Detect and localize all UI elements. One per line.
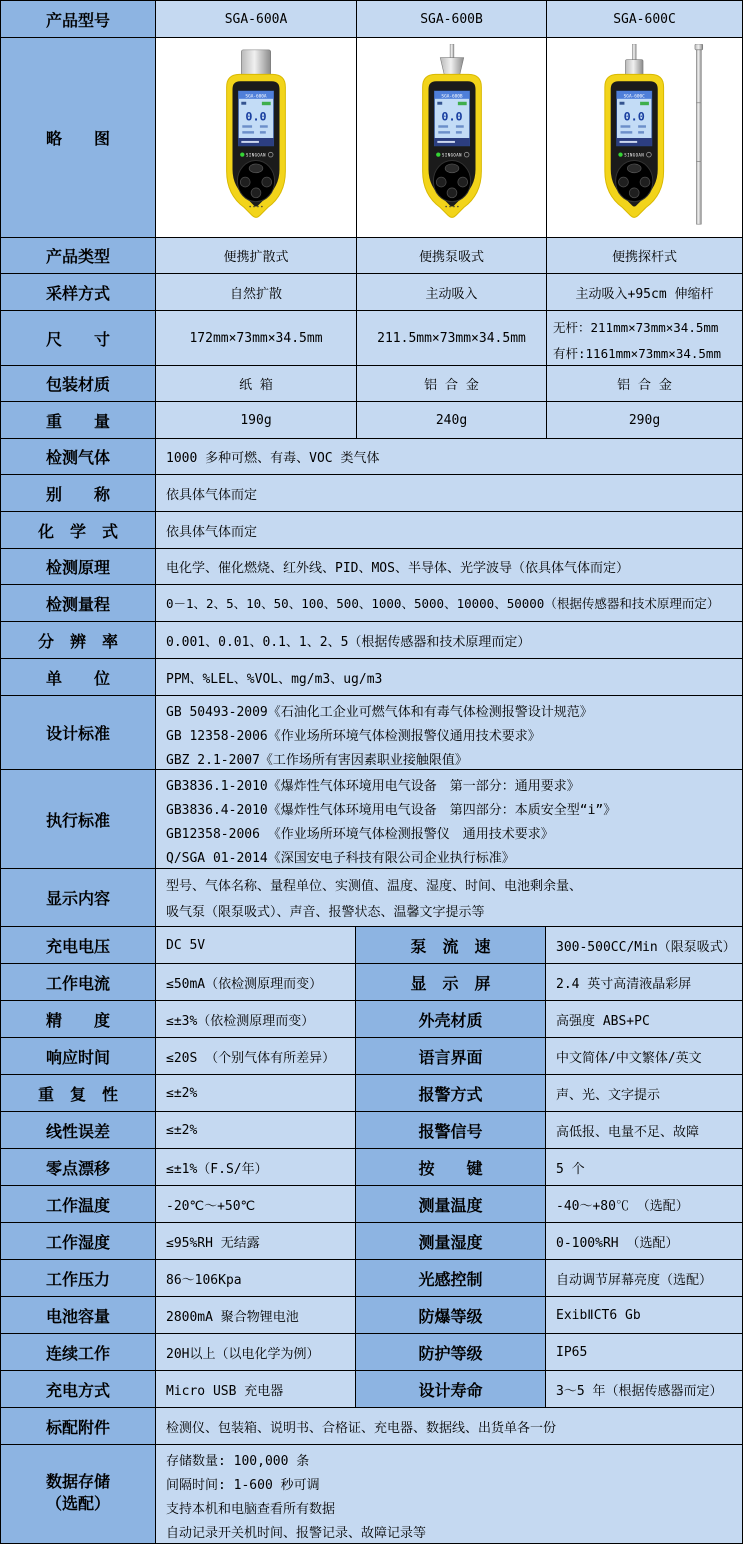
pump-probe: [632, 44, 636, 60]
row-value: 1000 多种可燃、有毒、VOC 类气体: [156, 439, 743, 475]
enter-button: [629, 187, 639, 197]
row-label: 工作压力: [1, 1260, 156, 1297]
table-row: [1, 439, 743, 475]
row-label: 检测量程: [1, 585, 156, 622]
row-value-2: 3～5 年（根据传感器而定）: [546, 1371, 743, 1408]
row-value: 0.001、0.01、0.1、1、2、5（根据传感器和技术原理而定）: [156, 622, 743, 659]
row-value-2: ExibⅡCT6 Gb: [546, 1297, 743, 1334]
dimension-line: 有杆:1161mm×73mm×34.5mm: [553, 346, 721, 361]
storage-line: 支持本机和电脑查看所有数据: [166, 1502, 336, 1517]
device-image-cell-b: [357, 38, 547, 238]
row-label: 重 量: [1, 402, 156, 439]
right-button: [262, 177, 272, 187]
row-value: [156, 869, 743, 927]
row-label-2: 测量温度: [356, 1186, 546, 1223]
right-button: [640, 177, 650, 187]
telescopic-rod-tip: [694, 44, 702, 50]
menu-button: [445, 163, 459, 172]
row-value-1: 86～106Kpa: [156, 1260, 356, 1297]
dimension-line: 无杆：211mm×73mm×34.5mm: [553, 320, 719, 335]
row-value-2: 2.4 英寸高清液晶彩屏: [546, 964, 743, 1001]
led-indicator: [436, 152, 440, 156]
row-label-2: 按 键: [356, 1149, 546, 1186]
standard-line: GBZ 2.1-2007《工作场所有害因素职业接触限值》: [166, 753, 468, 768]
cell-a: 便携扩散式: [156, 238, 357, 274]
table-row: [1, 1186, 743, 1223]
row-label: 充电方式: [1, 1371, 156, 1408]
row-value: 依具体气体而定: [156, 512, 743, 549]
row-value-1: ≤±2%: [156, 1075, 356, 1112]
table-row: [1, 1149, 743, 1186]
row-label-2: 外壳材质: [356, 1001, 546, 1038]
screen-reading: 0.0: [245, 108, 267, 123]
row-label-2: 防护等级: [356, 1334, 546, 1371]
screen-line: [260, 125, 268, 127]
cell-c: 主动吸入+95cm 伸缩杆: [547, 274, 743, 311]
pump-probe: [450, 44, 454, 58]
sensor-cap: [241, 49, 270, 74]
screen-line: [242, 125, 252, 127]
row-value-1: ≤±1%（F.S/年）: [156, 1149, 356, 1186]
cell-b: 211.5mm×73mm×34.5mm: [357, 311, 547, 366]
standard-line: GB3836.1-2010《爆炸性气体环境用电气设备 第一部分：通用要求》: [166, 779, 580, 794]
menu-button: [627, 163, 641, 172]
screen-line: [242, 131, 254, 133]
screen-reading: 0.0: [440, 108, 463, 123]
telescopic-rod: [696, 49, 701, 223]
speaker-hole: [449, 205, 451, 207]
row-label: 线性误差: [1, 1112, 156, 1149]
led-indicator: [240, 152, 244, 156]
row-value-1: ≤±3%（依检测原理而变）: [156, 1001, 356, 1038]
cell-c: 290g: [547, 402, 743, 439]
device-image-cell-a: [156, 38, 357, 238]
data-storage-row: [1, 1445, 743, 1544]
cell-b: 铝 合 金: [357, 366, 547, 402]
cell-a: 自然扩散: [156, 274, 357, 311]
row-value-1: ≤20S （个别气体有所差异）: [156, 1038, 356, 1075]
left-button: [240, 177, 250, 187]
table-row: [1, 1260, 743, 1297]
row-label-2: 语言界面: [356, 1038, 546, 1075]
cell-a: 纸 箱: [156, 366, 357, 402]
standard-line: GB12358-2006 《作业场所环境气体检测报警仪 通用技术要求》: [166, 827, 554, 842]
brand-logo: SINGOAN: [246, 152, 266, 158]
standard-line: GB3836.4-2010《爆炸性气体环境用电气设备 第四部分：本质安全型“i”》: [166, 803, 617, 818]
pump-inlet-bell: [440, 57, 464, 74]
table-row: [1, 311, 743, 366]
storage-line: 存储数量: 100,000 条: [166, 1454, 310, 1469]
standard-line: GB 50493-2009《石油化工企业可燃气体和有毒气体检测报警设计规范》: [166, 705, 593, 720]
table-row: [1, 585, 743, 622]
storage-label-line: （选配）: [45, 1496, 110, 1513]
execution-standards-row: [1, 770, 743, 869]
model-name-a: SGA-600A: [156, 1, 357, 38]
sketch-row: [1, 38, 743, 238]
enter-button: [447, 187, 457, 197]
row-value-2: 高强度 ABS+PC: [546, 1001, 743, 1038]
display-content-row: [1, 869, 743, 927]
row-value: 电化学、催化燃烧、红外线、PID、MOS、半导体、光学波导（依具体气体而定）: [156, 549, 743, 585]
cell-b: 240g: [357, 402, 547, 439]
table-row: [1, 238, 743, 274]
pump-inlet-cylinder: [625, 59, 643, 75]
storage-label-line: 数据存储: [45, 1474, 110, 1491]
row-label: 重 复 性: [1, 1075, 156, 1112]
storage-line: 间隔时间: 1-600 秒可调: [166, 1478, 320, 1493]
screen-line: [438, 131, 450, 133]
row-label: 检测气体: [1, 439, 156, 475]
standard-line: Q/SGA 01-2014《深国安电子科技有限公司企业执行标准》: [166, 851, 515, 866]
row-label: 采样方式: [1, 274, 156, 311]
screen-line: [438, 125, 448, 127]
content-line: 吸气泵（限泵吸式）、声音、报警状态、温馨文字提示等: [166, 905, 485, 920]
device-image-sga-600b: [392, 44, 512, 232]
row-value-1: 20H以上（以电化学为例）: [156, 1334, 356, 1371]
row-value: 依具体气体而定: [156, 475, 743, 512]
row-label-2: 防爆等级: [356, 1297, 546, 1334]
cell-b: 便携泵吸式: [357, 238, 547, 274]
row-value-1: 2800mA 聚合物锂电池: [156, 1297, 356, 1334]
row-value-1: ≤50mA（依检测原理而变）: [156, 964, 356, 1001]
screen-line: [455, 125, 463, 127]
header-label: 产品型号: [1, 1, 156, 38]
row-label: 精 度: [1, 1001, 156, 1038]
screen-title: SGA-600A: [245, 93, 267, 99]
row-label: 零点漂移: [1, 1149, 156, 1186]
row-value-1: DC 5V: [156, 927, 356, 964]
screen-title: SGA-600C: [623, 93, 645, 99]
row-value-2: 0-100%RH （选配）: [546, 1223, 743, 1260]
row-label-2: 光感控制: [356, 1260, 546, 1297]
table-row: [1, 1001, 743, 1038]
row-value: [156, 770, 743, 869]
row-value: 0－1、2、5、10、50、100、500、1000、5000、10000、50000（根据传感器和技术原理而定）: [156, 585, 743, 622]
screen-status-text: [241, 140, 259, 142]
row-value-1: Micro USB 充电器: [156, 1371, 356, 1408]
content-line: 型号、气体名称、量程单位、实测值、温度、湿度、时间、电池剩余量、: [166, 879, 583, 894]
screen-line: [620, 131, 632, 133]
row-value: PPM、%LEL、%VOL、mg/m3、ug/m3: [156, 659, 743, 696]
row-value-2: 声、光、文字提示: [546, 1075, 743, 1112]
row-value: [156, 1445, 743, 1544]
speaker-hole: [261, 205, 263, 207]
row-value: 检测仪、包装箱、说明书、合格证、充电器、数据线、出货单各一份: [156, 1408, 743, 1445]
row-label-2: 泵 流 速: [356, 927, 546, 964]
table-row: [1, 512, 743, 549]
table-row: [1, 622, 743, 659]
screen-line: [638, 131, 644, 133]
screen-line: [620, 125, 630, 127]
speaker-hole: [457, 205, 459, 207]
table-row: [1, 1297, 743, 1334]
screen-line: [455, 131, 461, 133]
row-value-1: ≤±2%: [156, 1112, 356, 1149]
table-row: [1, 1112, 743, 1149]
row-value-1: -20℃～+50℃: [156, 1186, 356, 1223]
table-row: [1, 475, 743, 512]
row-value-2: -40～+80℃ （选配）: [546, 1186, 743, 1223]
row-label: 工作温度: [1, 1186, 156, 1223]
row-label: 单 位: [1, 659, 156, 696]
screen-icon-strip: [619, 101, 624, 104]
row-label: 包装材质: [1, 366, 156, 402]
screen-reading: 0.0: [623, 108, 645, 123]
row-label: 工作电流: [1, 964, 156, 1001]
table-row: [1, 1075, 743, 1112]
cell-c: [547, 311, 743, 366]
row-label: 连续工作: [1, 1334, 156, 1371]
row-value-2: 高低报、电量不足、故障: [546, 1112, 743, 1149]
row-value-2: 300-500CC/Min（限泵吸式）: [546, 927, 743, 964]
screen-status-text: [437, 140, 455, 142]
battery-icon: [640, 101, 649, 104]
table-row: [1, 1371, 743, 1408]
row-label: 电池容量: [1, 1297, 156, 1334]
row-label: 响应时间: [1, 1038, 156, 1075]
table-row: [1, 274, 743, 311]
table-row: [1, 659, 743, 696]
table-row: [1, 964, 743, 1001]
row-label: 显示内容: [1, 869, 156, 927]
row-value-2: 5 个: [546, 1149, 743, 1186]
right-button: [457, 177, 467, 187]
screen-line: [638, 125, 646, 127]
accessories-row: [1, 1408, 743, 1445]
screen-status-text: [619, 140, 637, 142]
left-button: [436, 177, 446, 187]
row-label: 检测原理: [1, 549, 156, 585]
screen-icon-strip: [241, 101, 246, 104]
row-label: 设计标准: [1, 696, 156, 770]
cell-c: 便携探杆式: [547, 238, 743, 274]
table-row: [1, 366, 743, 402]
device-image-sga-600c: [580, 44, 710, 232]
row-label: 标配附件: [1, 1408, 156, 1445]
menu-button: [249, 163, 263, 172]
table-row: [1, 1223, 743, 1260]
row-value-2: 中文简体/中文繁体/英文: [546, 1038, 743, 1075]
screen-line: [260, 131, 266, 133]
row-label-2: 报警方式: [356, 1075, 546, 1112]
row-label: 化 学 式: [1, 512, 156, 549]
row-label: 产品类型: [1, 238, 156, 274]
row-label: 工作湿度: [1, 1223, 156, 1260]
row-label: 别 称: [1, 475, 156, 512]
row-label-2: 测量湿度: [356, 1223, 546, 1260]
row-label: [1, 1445, 156, 1544]
row-value-2: IP65: [546, 1334, 743, 1371]
table-row: [1, 1334, 743, 1371]
sketch-label: 略 图: [1, 38, 156, 238]
standard-line: GB 12358-2006《作业场所环境气体检测报警仪通用技术要求》: [166, 729, 541, 744]
table-row: [1, 1038, 743, 1075]
row-value-2: 自动调节屏幕亮度（选配）: [546, 1260, 743, 1297]
table-row: [1, 927, 743, 964]
led-indicator: [618, 152, 622, 156]
battery-icon: [457, 101, 466, 104]
speaker-hole: [257, 205, 259, 207]
header-row: [1, 1, 743, 38]
battery-icon: [262, 101, 271, 104]
device-image-sga-600a: [196, 44, 316, 232]
cell-b: 主动吸入: [357, 274, 547, 311]
model-name-b: SGA-600B: [357, 1, 547, 38]
speaker-hole: [253, 205, 255, 207]
brand-logo: SINGOAN: [441, 152, 462, 158]
row-value: [156, 696, 743, 770]
screen-icon-strip: [437, 101, 442, 104]
enter-button: [251, 187, 261, 197]
row-label: 执行标准: [1, 770, 156, 869]
design-standards-row: [1, 696, 743, 770]
model-name-c: SGA-600C: [547, 1, 743, 38]
screen-title: SGA-600B: [440, 93, 463, 99]
device-image-cell-c: [547, 38, 743, 238]
row-label: 尺 寸: [1, 311, 156, 366]
row-label: 分 辨 率: [1, 622, 156, 659]
speaker-hole: [445, 205, 447, 207]
table-row: [1, 549, 743, 585]
speaker-hole: [249, 205, 251, 207]
brand-logo: SINGOAN: [623, 152, 644, 158]
left-button: [618, 177, 628, 187]
row-label: 充电电压: [1, 927, 156, 964]
row-label-2: 设计寿命: [356, 1371, 546, 1408]
row-label-2: 报警信号: [356, 1112, 546, 1149]
table-row: [1, 402, 743, 439]
cell-a: 172mm×73mm×34.5mm: [156, 311, 357, 366]
speaker-hole: [453, 205, 455, 207]
storage-line: 自动记录开关机时间、报警记录、故障记录等: [166, 1526, 427, 1541]
row-value-1: ≤95%RH 无结露: [156, 1223, 356, 1260]
row-label-2: 显 示 屏: [356, 964, 546, 1001]
cell-c: 铝 合 金: [547, 366, 743, 402]
cell-a: 190g: [156, 402, 357, 439]
